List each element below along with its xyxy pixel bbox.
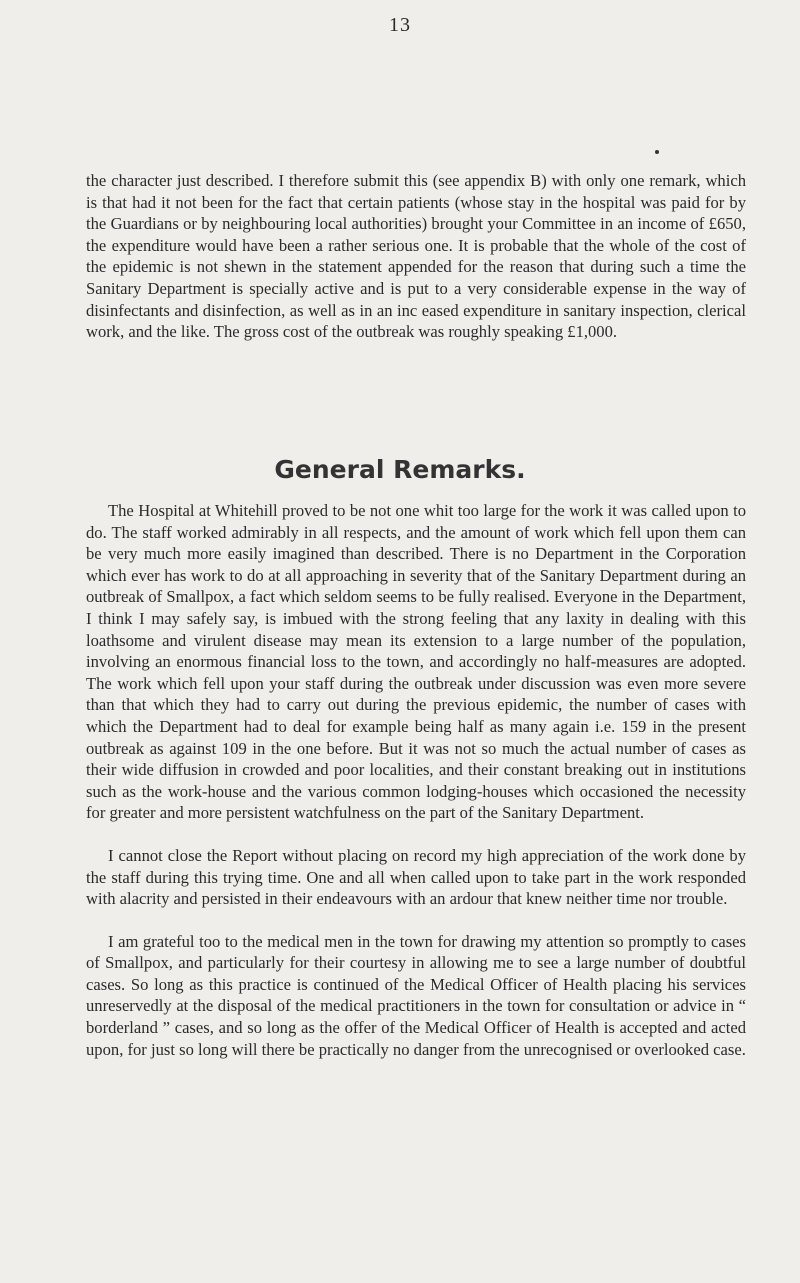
- general-remarks-body: [86, 500, 746, 1081]
- section-heading: General Remarks.: [274, 455, 526, 484]
- decorative-dot: [655, 150, 659, 154]
- page-number: 13: [389, 14, 411, 36]
- paragraph-medical-men: I am grateful too to the medical men in the town for drawing my attention so promptly to cases of Smallpox, and particularly for their courtesy in allowing me to see a large number of doubtful cases. So long as this practice is continued of the Medical Officer of Health placing his services unreservedly at the disposal of the medical practitioners in the town for consultation or advice in “ borderland ” cases, and so long as the offer of the Medical Officer of Health is accepted and acted upon, for just so long will there be practically no danger from the unrecognised or overlooked case.: [86, 931, 746, 1059]
- paragraph-hospital: The Hospital at Whitehill proved to be not one whit too large for the work it was called upon to do. The staff worked admirably in all respects, and the amount of work which fell upon them can be very much more easily imagined than described. There is no Department in the Corporation which ever has work to do at all approaching in severity that of the Sanitary Department during an outbreak of Smallpox, a fact which seldom seems to be fully realised. Everyone in the Department, I think I may safely say, is imbued with the strong feeling that any laxity in dealing with this loathsome and virulent disease may mean its extension to a large number of the population, involving an enormous financial loss to the town, and accordingly no half-measures are adopted. The work which fell upon your staff during the outbreak under discussion was even more severe than that which they had to carry out during the previous epidemic, the number of cases with which the Department had to deal for example being half as many again i.e. 159 in the present outbreak as against 109 in the one before. But it was not so much the actual number of cases as their wide diffusion in crowded and poor localities, and their constant breaking out in institutions such as the work-house and the various common lodging-houses which occasioned the necessity for greater and more persistent watchfulness on the part of the Sanitary Department.: [86, 501, 746, 823]
- intro-paragraph: the character just described. I therefore submit this (see appendix B) with only one remark, which is that had it not been for the fact that certain patients (whose stay in the hospital was paid for by the Guardians or by neighbouring local authorities) brought your Committee in an income of £650, the expenditure would have been a rather serious one. It is probable that the whole of the cost of the epidemic is not shewn in the statement appended for the reason that during such a time the Sanitary Department is specially active and is put to a very considerable expense in the way of disinfectants and disinfection, as well as in an inc eased expenditure in sanitary inspection, clerical work, and the like. The gross cost of the outbreak was roughly speaking £1,000.: [86, 171, 746, 342]
- intro-section: [86, 170, 746, 343]
- paragraph-staff: I cannot close the Report without placing on record my high appreciation of the work done by the staff during this trying time. One and all when called upon to take part in the work responded with alacrity and persisted in their endeavours with an ardour that knew neither time nor trouble.: [86, 845, 746, 909]
